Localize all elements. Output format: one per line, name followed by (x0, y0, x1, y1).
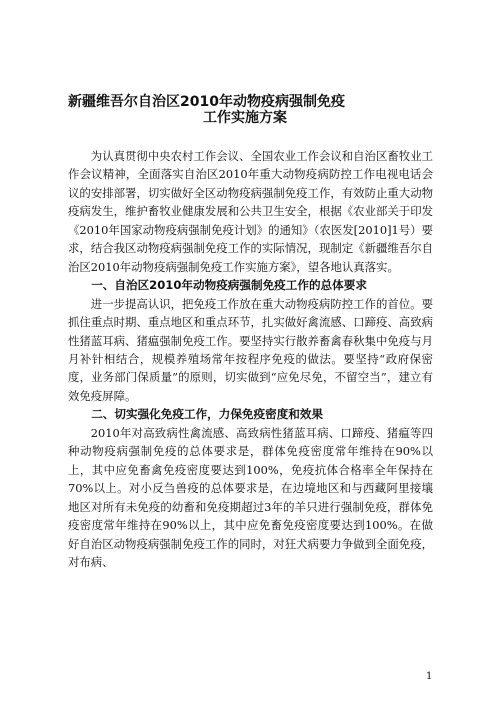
paragraph-intro: 为认真贯彻中央农村工作会议、全国农业工作会议和自治区畜牧业工作会议精神，全面落实自治区2010年重大动物疫病防控工作电视电话会议的安排部署，切实做好全区动物疫病强制免疫工作，有效防止重大动物疫病发生，维护畜牧业健康发展和公共卫生安全，根据《农业部关于印发《2010年国家动物疫病强制免疫计划》的通知》（农医发[2010]1号）要求，结合我区动物疫病强制免疫工作的实际情况，现制定《新疆维吾尔自治区2010年动物疫病强制免疫工作实施方案》，望各地认真落实。 (68, 149, 433, 274)
paragraph-section-2: 2010年对高致病性禽流感、高致病性猪蓝耳病、口蹄疫、猪瘟等四种动物疫病强制免疫的总体要求是，群体免疫密度常年维持在90%以上，其中应免畜禽免疫密度要达到100%，免疫抗体合格率全年保持在70%以上。对小反刍兽疫的总体要求是，在边境地区和与西藏阿里接壤地区对所有未免疫的幼畜和免疫期超过3年的羊只进行强制免疫，群体免疫密度常年维持在90%以上，其中应免畜免疫密度要达到100%。在做好自治区动物疫病强制免疫工作的同时，对狂犬病要力争做到全面免疫，对布病、 (68, 425, 433, 569)
document-body (68, 147, 433, 571)
section-heading-2: 二、切实强化免疫工作，力保免疫密度和效果 (91, 407, 324, 422)
section-heading-1: 一、自治区2010年动物疫病强制免疫工作的总体要求 (91, 278, 367, 293)
paragraph-section-1: 进一步提高认识，把免疫工作放在重大动物疫病防控工作的首位。要抓住重点时期、重点地区和重点环节，扎实做好禽流感、口蹄疫、高致病性猪蓝耳病、猪瘟强制免疫工作。要坚持实行散养畜禽春秋集中免疫与月月补针相结合，规模养殖场常年按程序免疫的做法。要坚持“政府保密度，业务部门保质量”的原则，切实做到“应免尽免，不留空当”，建立有效免疫屏障。 (68, 296, 433, 403)
document-title-line1: 新疆维吾尔自治区2010年动物疫病强制免疫 (68, 94, 345, 110)
page-number: 1 (426, 671, 433, 682)
document-title-line2: 工作实施方案 (203, 110, 287, 126)
